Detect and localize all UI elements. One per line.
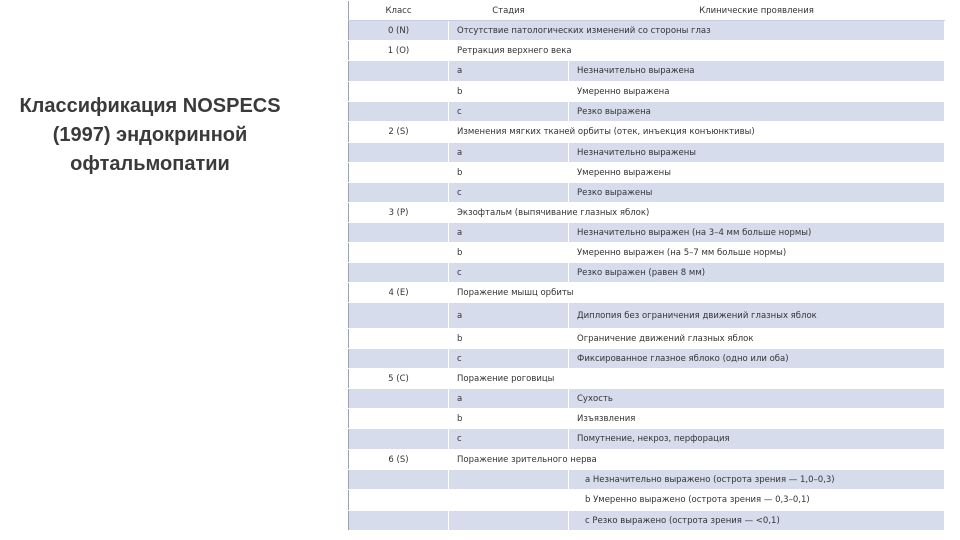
stage-description-cell: Резко выражена xyxy=(569,102,945,122)
class-cell-empty xyxy=(349,263,449,283)
class-description-cell: Ретракция верхнего века xyxy=(449,41,945,61)
table-row xyxy=(349,41,945,61)
class-cell-empty xyxy=(349,490,449,511)
stage-description-cell: Умеренно выражена xyxy=(569,82,945,102)
stage-description-cell: Фиксированное глазное яблоко (одно или оба) xyxy=(569,349,945,369)
table-row xyxy=(349,490,945,511)
stage-description-cell: Умеренно выражены xyxy=(569,163,945,183)
stage-cell: b xyxy=(449,409,569,429)
class-cell-empty xyxy=(349,143,449,163)
stage-description-cell: Резко выражен (равен 8 мм) xyxy=(569,263,945,283)
class-cell-empty xyxy=(349,349,449,369)
table-row xyxy=(349,263,945,283)
class-cell-empty xyxy=(349,183,449,203)
class-description-cell: Отсутствие патологических изменений со стороны глаз xyxy=(449,21,945,41)
stage-cell: a xyxy=(449,389,569,409)
stage-description-cell: Помутнение, некроз, перфорация xyxy=(569,429,945,450)
class-cell-empty xyxy=(349,61,449,82)
header-class: Класс xyxy=(349,1,449,21)
table-row xyxy=(349,122,945,143)
slide-title xyxy=(0,92,300,179)
table-row xyxy=(349,303,945,329)
table-row xyxy=(349,470,945,490)
table-row xyxy=(349,329,945,349)
class-cell: 2 (S) xyxy=(349,122,449,143)
class-cell: 0 (N) xyxy=(349,21,449,41)
table-row xyxy=(349,61,945,82)
nospecs-table xyxy=(348,0,945,531)
class-cell-empty xyxy=(349,303,449,329)
table-header-row xyxy=(349,1,945,21)
header-manifestations: Клинические проявления xyxy=(569,1,945,21)
class-cell: 1 (O) xyxy=(349,41,449,61)
table-row xyxy=(349,183,945,203)
class-cell-empty xyxy=(349,389,449,409)
class-cell-empty xyxy=(349,163,449,183)
class-description-cell: Поражение зрительного нерва xyxy=(449,450,945,470)
class-cell-empty xyxy=(349,511,449,531)
stage-description-cell: Сухость xyxy=(569,389,945,409)
stage-cell: a xyxy=(449,223,569,243)
stage-cell: a xyxy=(449,143,569,163)
class-description-cell: Изменения мягких тканей орбиты (отек, инъекция конъюнктивы) xyxy=(449,122,945,143)
stage-cell: b xyxy=(449,329,569,349)
stage-cell: c xyxy=(449,349,569,369)
table-row xyxy=(349,143,945,163)
stage-cell: b xyxy=(449,243,569,263)
stage-description-cell: Ограничение движений глазных яблок xyxy=(569,329,945,349)
table-row xyxy=(349,389,945,409)
class-cell-empty xyxy=(349,223,449,243)
class-description-cell: Экзофтальм (выпячивание глазных яблок) xyxy=(449,203,945,223)
class-cell: 5 (C) xyxy=(349,369,449,389)
class-cell: 3 (P) xyxy=(349,203,449,223)
table-body xyxy=(349,1,945,531)
class-cell-empty xyxy=(349,102,449,122)
table-row xyxy=(349,102,945,122)
table-row xyxy=(349,243,945,263)
class-cell-empty xyxy=(349,243,449,263)
stage-description-cell: Изъязвления xyxy=(569,409,945,429)
table-row xyxy=(349,511,945,531)
class-cell-empty xyxy=(349,409,449,429)
class-cell-empty xyxy=(349,429,449,450)
stage-description-cell: c Резко выражено (острота зрения — <0,1) xyxy=(569,511,945,531)
class-cell-empty xyxy=(349,470,449,490)
table-row xyxy=(349,349,945,369)
table-row xyxy=(349,223,945,243)
table-row xyxy=(349,21,945,41)
stage-description-cell: Резко выражены xyxy=(569,183,945,203)
stage-cell: c xyxy=(449,102,569,122)
stage-cell: a xyxy=(449,61,569,82)
stage-description-cell: Незначительно выражена xyxy=(569,61,945,82)
header-stage: Стадия xyxy=(449,1,569,21)
stage-cell: a xyxy=(449,303,569,329)
table-row xyxy=(349,369,945,389)
stage-cell-empty xyxy=(449,490,569,511)
class-cell-empty xyxy=(349,329,449,349)
table-row xyxy=(349,429,945,450)
class-description-cell: Поражение мышц орбиты xyxy=(449,283,945,303)
class-cell-empty xyxy=(349,82,449,102)
table-row xyxy=(349,163,945,183)
stage-description-cell: Незначительно выражен (на 3–4 мм больше нормы) xyxy=(569,223,945,243)
stage-description-cell: Диплопия без ограничения движений глазных яблок xyxy=(569,303,945,329)
stage-description-cell: b Умеренно выражено (острота зрения — 0,3–0,1) xyxy=(569,490,945,511)
table-row xyxy=(349,82,945,102)
class-cell: 6 (S) xyxy=(349,450,449,470)
table-row xyxy=(349,283,945,303)
stage-description-cell: Незначительно выражены xyxy=(569,143,945,163)
stage-cell: b xyxy=(449,163,569,183)
title-line-1: Классификация NOSPECS xyxy=(19,95,281,117)
table-row xyxy=(349,409,945,429)
stage-cell-empty xyxy=(449,470,569,490)
stage-cell-empty xyxy=(449,511,569,531)
stage-cell: c xyxy=(449,263,569,283)
title-line-2: (1997) эндокринной xyxy=(52,124,248,146)
class-description-cell: Поражение роговицы xyxy=(449,369,945,389)
stage-cell: b xyxy=(449,82,569,102)
stage-cell: c xyxy=(449,183,569,203)
stage-description-cell: Умеренно выражен (на 5–7 мм больше нормы) xyxy=(569,243,945,263)
stage-cell: c xyxy=(449,429,569,450)
table-row xyxy=(349,203,945,223)
title-line-3: офтальмопатии xyxy=(70,153,230,175)
table-row xyxy=(349,450,945,470)
stage-description-cell: a Незначительно выражено (острота зрения — 1,0–0,3) xyxy=(569,470,945,490)
class-cell: 4 (E) xyxy=(349,283,449,303)
